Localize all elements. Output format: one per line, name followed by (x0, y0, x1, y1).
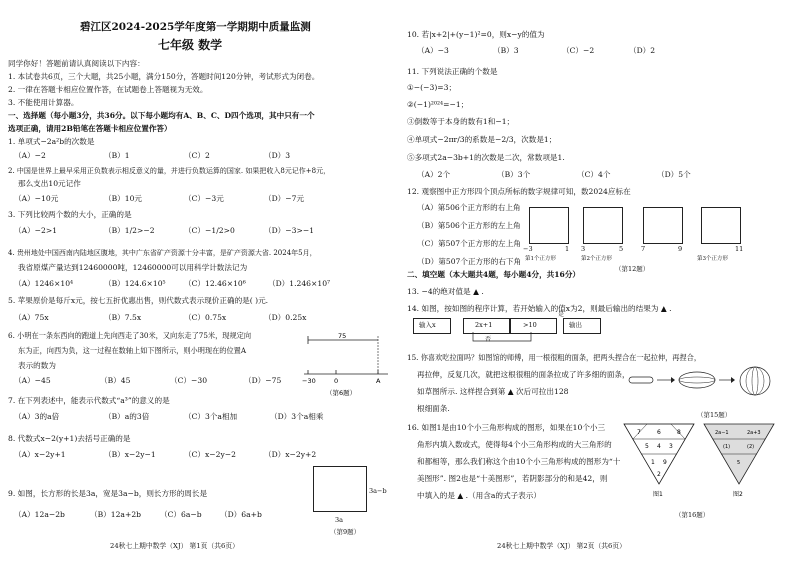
option: （D）0.25x (264, 313, 307, 322)
statement: ①−(−3)=3； (407, 83, 457, 92)
option: （B）124.6×10⁵ (104, 279, 166, 288)
option: （D）第507个正方形的右下角 (417, 257, 522, 266)
exam-title: 碧江区2024-2025学年度第一学期期中质量监测 (80, 21, 311, 33)
flow-no-label: 否 (485, 336, 492, 343)
question-stem: 如草图所示. 这样捏合到第 ▲ 次后可拉出128 (417, 387, 569, 396)
option: （C）x−2y−2 (184, 450, 236, 459)
question-stem: 角形内填入数或式，使得每4个小三角形构成的大三角形的 (417, 440, 612, 449)
option: （C）0.75x (184, 313, 227, 322)
cell-expression: (2) (747, 444, 755, 450)
flow-yes-label: 是 (558, 311, 565, 318)
question-stem: 东为正，向西为负，这一过程在数轴上如下图所示，则小明现在的位置A (18, 346, 247, 355)
corner-number: 3 (581, 245, 586, 253)
option: （D）−3>−1 (264, 226, 315, 235)
option: （B）1 (104, 151, 130, 160)
cell-number: 5 (645, 443, 649, 450)
square-caption: 第3个正方形 (697, 256, 728, 262)
figure-label: 图1 (653, 491, 663, 498)
corner-number: 11 (735, 245, 744, 253)
cell-expression: (1) (723, 444, 731, 450)
number-line-figure (300, 330, 392, 400)
option: （D）6a+b (220, 510, 262, 519)
option: （D）2 (629, 46, 656, 55)
option: （C）−1/2>0 (184, 226, 235, 235)
exam-subtitle: 七年级 数学 (158, 38, 223, 52)
corner-number: 5 (619, 245, 624, 253)
option: （B）x−2y−1 (104, 450, 156, 459)
corner-number: −3 (523, 245, 533, 253)
figure-label: A (376, 377, 381, 385)
option: （C）−3元 (184, 194, 224, 203)
option: （A）−10元 (14, 194, 59, 203)
option: （B）3 (493, 46, 519, 55)
figure-label: 0 (334, 377, 339, 385)
cell-number: 6 (657, 429, 661, 436)
option: （A）−45 (14, 376, 51, 385)
question-stem: 那么支出10元记作 (18, 179, 81, 188)
option: （A）−2>1 (14, 226, 58, 235)
section-heading: 选项正确，请用2B铅笔在答题卡相应位置作答） (8, 124, 172, 133)
question-stem: 8. 代数式x−2(y+1)去括号正确的是 (8, 434, 131, 443)
question-stem: 3. 下列比较两个数的大小，正确的是 (8, 210, 132, 219)
option: （C）2 (184, 151, 210, 160)
question-stem: 我省原煤产量达到12460000吨，12460000可以用科学计数法记为 (18, 263, 248, 272)
cell-expression: 2a+3 (747, 430, 761, 436)
option: （C）−30 (170, 376, 208, 385)
statement: ⑤多项式2a−3b+1的次数是二次，常数项是1. (407, 153, 565, 162)
question-stem: 14. 如图，按如图的程序计算，若开始输入的值x为2，则最后输出的结果为 ▲ . (407, 304, 672, 313)
option: （C）12.46×10⁶ (184, 279, 246, 288)
question-stem: 再拉伸，反复几次，就把这根很粗的面条拉成了许多细的面条， (417, 370, 630, 379)
triangle-figures (619, 420, 779, 502)
cell-number: 2 (657, 471, 661, 478)
statement: ②(−1)²⁰²⁴=−1； (407, 100, 469, 109)
question-stem: 2. 中国是世界上最早采用正负数表示相反意义的量，并进行负数运算的国家. 如果把收入8元记作+8元， (8, 167, 331, 175)
flow-label: 2x+1 (475, 321, 493, 329)
section-heading: 二、填空题（本大题共4题，每小题4分，共16分） (407, 270, 581, 279)
option: （B）7.5x (104, 313, 142, 322)
question-stem: 和都相等，那么我们称这个由10个小三角形构成的图形为“十 (417, 457, 621, 466)
flow-label: 输入x (419, 321, 436, 329)
square-figure (643, 207, 683, 244)
option: （A）−2 (14, 151, 46, 160)
statement: ④单项式−2πr/3的系数是−2/3，次数是1； (407, 135, 557, 144)
corner-number: 1 (565, 245, 570, 253)
question-stem: 12. 观察图中正方形四个顶点所标的数字规律可知，数2024应标在 (407, 187, 631, 196)
cell-number: 9 (663, 459, 667, 466)
option: （B）10元 (104, 194, 143, 203)
rectangle-figure (313, 466, 367, 512)
cell-expression: 2a−1 (715, 430, 729, 436)
option: （A）第506个正方形的右上角 (417, 203, 521, 212)
option: （B）第506个正方形的左上角 (417, 221, 521, 230)
question-stem: 根细面条. (417, 404, 450, 413)
option: （A）3的a倍 (14, 412, 60, 421)
option: （A）−3 (417, 46, 449, 55)
question-stem: 15. 你喜欢吃拉面吗？如图馆的师傅，用一根很粗的面条，把两头捏合在一起拉伸，再捏合， (407, 353, 702, 362)
cell-expression: 5 (737, 460, 741, 466)
flow-label: 输出 (569, 321, 582, 329)
option: （B）1/2>−2 (104, 226, 155, 235)
question-stem: 7. 在下列表述中，能表示代数式“a³”的意义的是 (8, 396, 170, 405)
notes-line: 3. 不能使用计算器。 (8, 98, 79, 107)
cell-number: 1 (651, 459, 655, 466)
question-stem: 13. −4的绝对值是 ▲ . (407, 287, 484, 296)
corner-number: 9 (678, 245, 683, 253)
option: （D）3 (264, 151, 291, 160)
figure-label: 图2 (733, 491, 743, 498)
square-caption: 第1个正方形 (525, 256, 556, 262)
option: （C）3个a相加 (184, 412, 238, 421)
noodle-figure (627, 365, 777, 405)
option: （B）12a+2b (90, 510, 142, 519)
question-stem: 1. 单项式−2a²b的次数是 (8, 137, 95, 146)
figure-caption: （第9题） (330, 528, 361, 536)
notes-line: 同学你好！答题前请认真阅读以下内容： (8, 59, 145, 68)
cell-number: 3 (669, 443, 673, 450)
option: （C）4个 (577, 170, 611, 179)
figure-caption: （第12题） (615, 265, 650, 273)
flow-label: >10 (523, 321, 537, 329)
option: （C）6a−b (160, 510, 202, 519)
flow-loop-arrows (413, 330, 573, 346)
page-footer: 24秋七上期中数学（XJ） 第2页（共6页） (497, 542, 626, 550)
option: （A）12a−2b (14, 510, 65, 519)
option: （A）75x (14, 313, 49, 322)
right-page (397, 0, 794, 561)
figure-label: 3a−b (369, 487, 387, 495)
question-stem: 6. 小明在一条东西向的跑道上先向西走了30米，又向东走了75米，现规定向 (8, 331, 252, 340)
notes-line: 1. 本试卷共6页，三个大题，共25小题，满分150分，答题时间120分钟，考试形式为闭卷。 (8, 72, 320, 81)
figure-caption: （第6题） (326, 389, 357, 397)
cell-number: 4 (657, 443, 661, 450)
figure-label: −30 (302, 377, 316, 385)
question-stem: 美图形”. 图2也是“十美图形”，若阴影部分的和是42，则 (417, 474, 608, 483)
square-caption: 第2个正方形 (581, 256, 612, 262)
figure-label: 75 (338, 332, 347, 340)
cell-number: 8 (677, 429, 681, 436)
option: （C）第507个正方形的左上角 (417, 239, 521, 248)
option: （A）x−2y+1 (14, 450, 66, 459)
square-figure (529, 207, 569, 244)
square-figure (701, 207, 741, 244)
option: （C）−2 (562, 46, 595, 55)
figure-label: 3a (335, 516, 344, 524)
question-stem: 中填入的是 ▲ .（用含a的式子表示） (417, 491, 541, 500)
option: （D）x−2y+2 (264, 450, 317, 459)
figure-caption: （第15题） (697, 411, 732, 419)
question-stem: 表示的数为 (18, 361, 56, 370)
page-footer: 24秋七上期中数学（XJ） 第1页（共6页） (110, 542, 239, 550)
question-stem: 11. 下列说法正确的个数是 (407, 67, 498, 76)
option: （D）−7元 (264, 194, 305, 203)
cell-number: 7 (637, 429, 641, 436)
option: （B）a的3倍 (104, 412, 150, 421)
question-stem: 16. 如图1是由10个小三角形构成的图形，如果在10个小三 (407, 423, 606, 432)
option: （D）3个a相乘 (270, 412, 324, 421)
option: （B）3个 (497, 170, 531, 179)
option: （B）45 (100, 376, 131, 385)
statement: ③倒数等于本身的数有1和−1； (407, 117, 515, 126)
question-stem: 10. 若|x+2|+(y−1)²=0，则x−y的值为 (407, 30, 545, 39)
notes-line: 2. 一律在答题卡相应位置作答，在试题卷上答题视为无效。 (8, 85, 208, 94)
figure-caption: （第16题） (675, 511, 710, 519)
option: （D）5个 (657, 170, 691, 179)
option: （D）1.246×10⁷ (268, 279, 331, 288)
section-heading: 一、选择题（每小题3分，共36分。以下每小题均有A、B、C、D四个选项，其中只有一个 (8, 111, 315, 120)
question-stem: 4. 贵州地处中国西南内陆地区腹地，其中广东省矿产资源十分丰富，是矿产资源大省. 2024年5月， (8, 249, 317, 257)
corner-number: 7 (641, 245, 646, 253)
question-stem: 9. 如图，长方形的长是3a，宽是3a−b，则长方形的周长是 (8, 489, 208, 498)
option: （A）2个 (417, 170, 451, 179)
question-stem: 5. 苹果原价是每斤x元，按七五折优惠出售，则代数式表示现价正确的是( )元. (8, 296, 269, 305)
option: （A）1246×10⁴ (14, 279, 74, 288)
square-figure (583, 207, 623, 244)
option: （D）−75 (244, 376, 282, 385)
